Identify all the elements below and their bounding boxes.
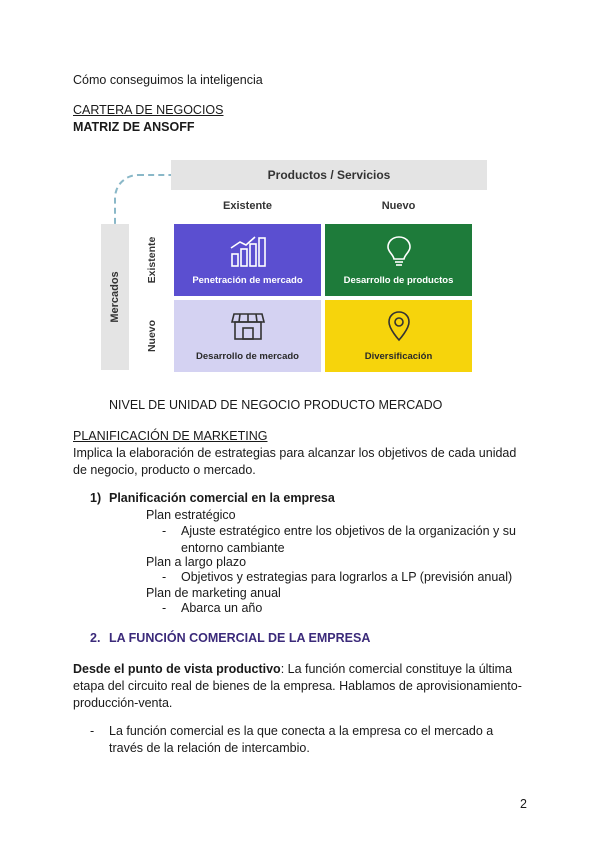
list-dash: - bbox=[90, 724, 95, 738]
plan-estrategico: Plan estratégico bbox=[146, 508, 236, 522]
connector-line bbox=[114, 174, 176, 226]
products-header: Productos / Servicios bbox=[171, 160, 487, 190]
cell-label: Desarrollo de mercado bbox=[196, 351, 299, 362]
plan1-item: Ajuste estratégico entre los objetivos de la organización y su entorno cambiante bbox=[181, 524, 516, 555]
plan-marketing-anual: Plan de marketing anual bbox=[146, 586, 281, 600]
desde-rest: : La función comercial constituye la última etapa del circuito real de bienes de la empresa. Hablamos de aprovisionamiento-producción-venta. bbox=[73, 662, 522, 710]
cell-label: Penetración de mercado bbox=[192, 275, 303, 286]
cell-label: Desarrollo de productos bbox=[343, 275, 454, 286]
page-number: 2 bbox=[520, 797, 527, 811]
storefront-icon bbox=[230, 310, 266, 345]
list-dash: - bbox=[162, 601, 167, 615]
markets-label: Mercados bbox=[109, 271, 121, 323]
cell-penetracion bbox=[174, 224, 321, 296]
desde-bold: Desde el punto de vista productivo bbox=[73, 662, 281, 676]
matriz-heading: MATRIZ DE ANSOFF bbox=[73, 120, 195, 134]
lightbulb-icon bbox=[384, 234, 414, 271]
section1-title: Planificación comercial en la empresa bbox=[109, 491, 335, 505]
cell-desarrollo-mercado bbox=[174, 300, 321, 372]
bar-chart-icon bbox=[228, 234, 268, 271]
list-dash: - bbox=[162, 570, 167, 584]
intro-text: Cómo conseguimos la inteligencia bbox=[73, 73, 263, 87]
row-label-nuevo: Nuevo bbox=[146, 319, 158, 353]
plan-largo-plazo: Plan a largo plazo bbox=[146, 555, 247, 569]
ansoff-matrix bbox=[96, 150, 496, 388]
desde-paragraph bbox=[73, 661, 528, 712]
section2-number: 2. bbox=[90, 631, 101, 645]
cell-label: Diversificación bbox=[364, 351, 433, 362]
cartera-heading: CARTERA DE NEGOCIOS bbox=[73, 103, 224, 117]
list-dash: - bbox=[162, 524, 167, 538]
col-label-existente: Existente bbox=[223, 200, 272, 212]
row-label-existente: Existente bbox=[146, 236, 158, 284]
cell-desarrollo-productos bbox=[325, 224, 472, 296]
cell-diversificacion bbox=[325, 300, 472, 372]
location-pin-icon bbox=[385, 310, 413, 347]
planificacion-heading: PLANIFICACIÓN DE MARKETING bbox=[73, 429, 268, 443]
bullet-text: La función comercial es la que conecta a la empresa co el mercado a través de la relación de intercambio. bbox=[109, 724, 494, 755]
section2-title: LA FUNCIÓN COMERCIAL DE LA EMPRESA bbox=[109, 631, 371, 645]
planificacion-text: Implica la elaboración de estrategias para alcanzar los objetivos de cada unidad de negocio, producto o mercado. bbox=[73, 446, 517, 477]
plan2-item: Objetivos y estrategias para lograrlos a LP (previsión anual) bbox=[181, 570, 513, 584]
nivel-text: NIVEL DE UNIDAD DE NEGOCIO PRODUCTO MERCADO bbox=[109, 398, 443, 412]
plan3-item: Abarca un año bbox=[181, 601, 263, 615]
section1-number: 1) bbox=[90, 491, 102, 505]
col-label-nuevo: Nuevo bbox=[381, 200, 416, 212]
